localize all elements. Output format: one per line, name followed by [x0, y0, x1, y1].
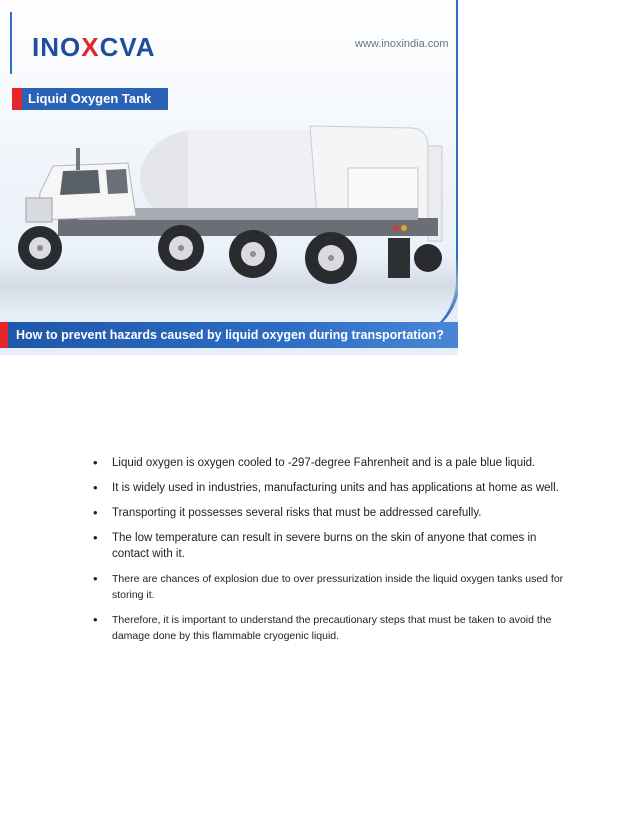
bullet-icon: • — [93, 480, 98, 495]
product-title: Liquid Oxygen Tank — [22, 88, 168, 110]
bullet-icon: • — [93, 505, 98, 520]
bullet-icon: • — [93, 455, 98, 470]
banner-caption: How to prevent hazards caused by liquid oxygen during transportation? — [0, 322, 458, 348]
bullet-icon: • — [93, 530, 98, 545]
bullet-list — [90, 455, 570, 653]
truck-image — [18, 108, 448, 298]
list-item: • Therefore, it is important to understand the precautionary steps that must be taken to avoid the damage done by this flammable cryogenic liquid. — [93, 612, 552, 642]
list-item: • Transporting it possesses several risks that must be addressed carefully. — [93, 505, 482, 520]
banner-frame-left — [10, 12, 12, 74]
list-item: • The low temperature can result in severe burns on the skin of anyone that comes in contact with it. — [93, 530, 537, 560]
company-logo: INOXCVA — [32, 32, 156, 62]
list-item: • There are chances of explosion due to over pressurization inside the liquid oxygen tanks used for storing it. — [93, 571, 564, 601]
bullet-icon: • — [93, 571, 98, 586]
list-item: • It is widely used in industries, manufacturing units and has applications at home as well. — [93, 480, 559, 495]
header-banner — [0, 0, 458, 355]
bullet-icon: • — [93, 612, 98, 627]
caption-accent — [0, 322, 8, 348]
website-url: www.inoxindia.com — [355, 38, 449, 50]
title-accent — [12, 88, 22, 110]
list-item: • Liquid oxygen is oxygen cooled to -297-degree Fahrenheit and is a pale blue liquid. — [93, 455, 536, 470]
